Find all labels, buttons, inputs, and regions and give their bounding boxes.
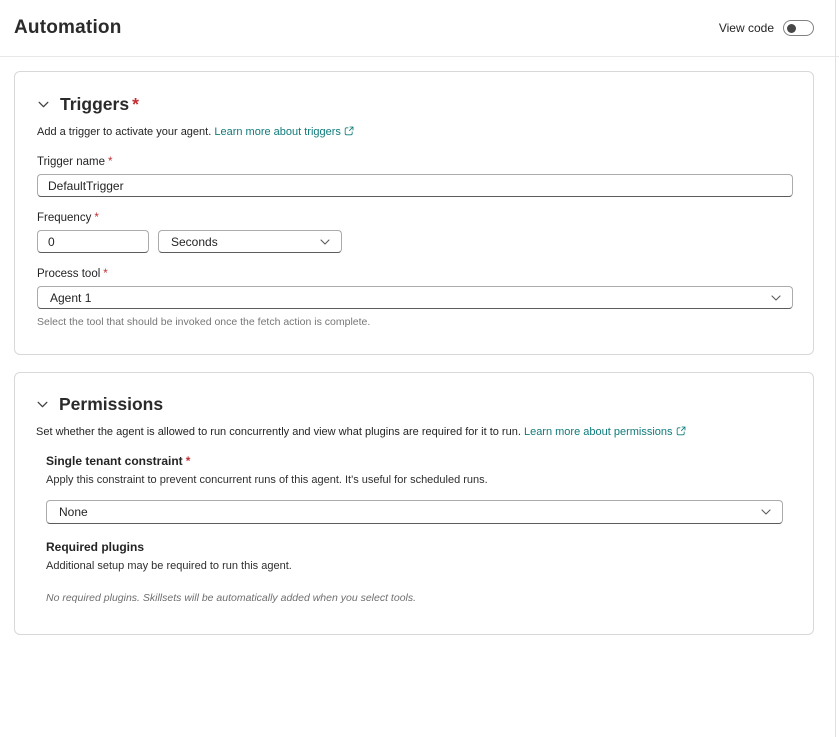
frequency-value-input[interactable] — [37, 230, 149, 253]
required-plugins-label: Required plugins — [46, 540, 145, 554]
chevron-down-icon — [770, 292, 782, 304]
required-plugins-empty-message: No required plugins. Skillsets will be automatically added when you select tools. — [46, 592, 417, 604]
process-tool-value: Agent 1 — [50, 290, 92, 305]
page-title: Automation — [14, 17, 122, 38]
frequency-unit-value: Seconds — [171, 234, 218, 249]
permissions-fields — [46, 454, 783, 604]
single-tenant-value: None — [59, 505, 88, 519]
main-content — [0, 57, 839, 635]
single-tenant-label: Single tenant constraint * — [46, 454, 191, 468]
chevron-down-icon — [37, 98, 50, 111]
chevron-down-icon — [319, 236, 331, 248]
process-tool-hint: Select the tool that should be invoked once the fetch action is complete. — [37, 316, 371, 328]
triggers-card — [14, 71, 814, 355]
process-tool-select[interactable] — [37, 286, 793, 309]
permissions-card — [14, 372, 814, 635]
panel-right-border — [835, 0, 836, 737]
page-header — [0, 0, 839, 57]
toggle-knob — [787, 24, 796, 33]
permissions-description: Set whether the agent is allowed to run concurrently and view what plugins are required for it to run. Learn more about permissions — [36, 426, 793, 438]
trigger-name-input[interactable] — [37, 174, 793, 197]
frequency-label: Frequency * — [37, 212, 99, 224]
required-asterisk: * — [94, 212, 99, 224]
required-asterisk: * — [107, 156, 113, 168]
permissions-title: Permissions — [59, 394, 164, 414]
required-asterisk: * — [185, 454, 191, 468]
permissions-section-header[interactable] — [36, 394, 793, 415]
process-tool-label: Process tool * — [37, 268, 108, 280]
view-code-toggle[interactable] — [783, 20, 814, 36]
chevron-down-icon — [760, 506, 772, 518]
learn-more-permissions-link[interactable]: Learn more about permissions — [523, 426, 673, 438]
triggers-section-header[interactable] — [37, 94, 793, 115]
single-tenant-select[interactable] — [46, 500, 783, 524]
learn-more-triggers-link[interactable]: Learn more about triggers — [214, 126, 341, 138]
chevron-down-icon — [36, 398, 49, 411]
single-tenant-caption: Apply this constraint to prevent concurrent runs of this agent. It's useful for scheduled runs. — [46, 474, 488, 486]
triggers-title: Triggers * — [60, 94, 139, 114]
triggers-description: Add a trigger to activate your agent. Learn more about triggers — [37, 126, 793, 138]
trigger-name-label: Trigger name * — [37, 156, 113, 168]
view-code-control — [719, 20, 814, 36]
required-plugins-caption: Additional setup may be required to run this agent. — [46, 560, 292, 572]
frequency-row — [37, 230, 793, 253]
frequency-unit-select[interactable] — [158, 230, 342, 253]
external-link-icon — [344, 126, 354, 136]
view-code-label: View code — [718, 21, 774, 35]
required-asterisk: * — [103, 268, 108, 280]
required-asterisk: * — [132, 94, 139, 114]
external-link-icon — [676, 426, 686, 436]
